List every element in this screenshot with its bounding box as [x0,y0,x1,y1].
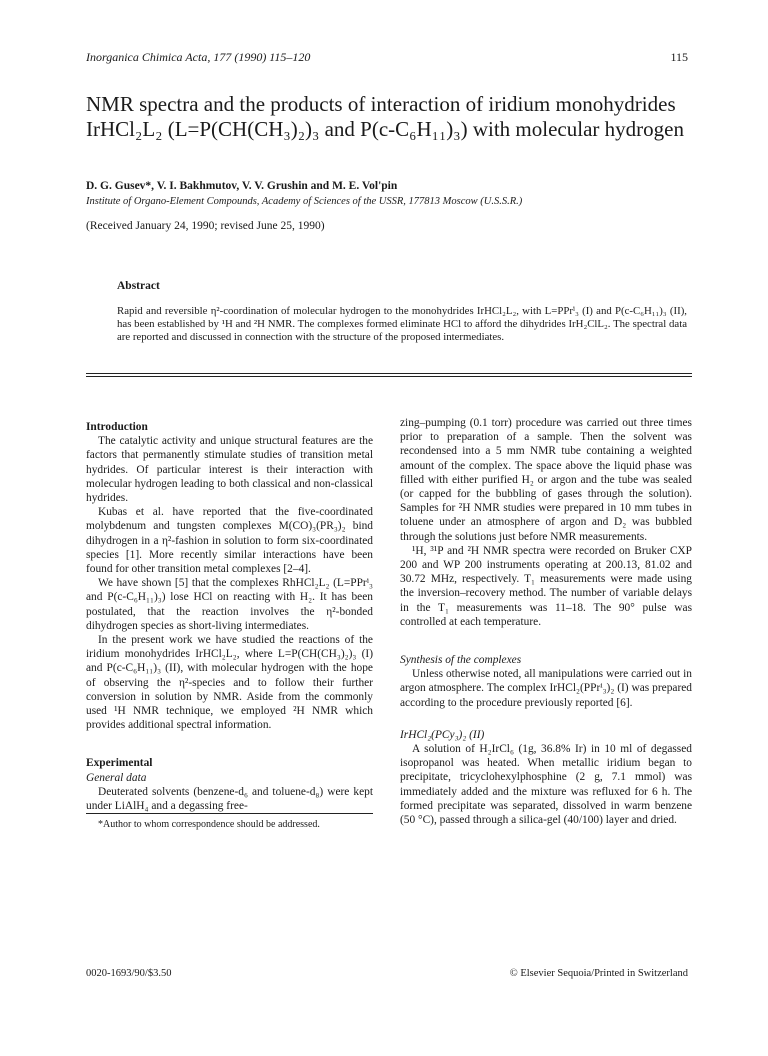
right-column [400,416,692,827]
general-data-text: Deuterated solvents (benzene-d₆ and toluene-d₈) were kept under LiAlH₄ and a degassing free- [86,785,373,813]
abstract-text: Rapid and reversible η²-coordination of molecular hydrogen to the monohydrides IrHCl₂L₂, with L=PPrⁱ₃ (I) and P(c-C₆H₁₁)₃ (II), has been established by ¹H and ²H NMR. The complexes formed eliminate HCl to afford the dihydrides IrH₂ClL₂. The spectral data are reported and discussed in connection with the structure of the proposed intermediates. [117,305,687,344]
page-number: 115 [670,50,688,64]
intro-paragraph: Kubas et al. have reported that the five-coordinated molybdenum and tungsten complexes M(CO)₃(PR₃)₂ bind dihydrogen in a η²-fashion in solution to form six-coordinated species [1]. More recently similar interactions have been found for other transition metal complexes [2–4]. [86,506,373,576]
nmr-paragraph: ¹H, ³¹P and ²H NMR spectra were recorded on Bruker CXP 200 and WP 200 instruments operating at 200.13, 81.02 and 30.72 MHz, respectively. T₁ measurements were made using the inversion–recovery method. The number of variable delays in the T₁ measurements was 11–18. The 90° pulse was controlled at each temperature. [400,544,692,628]
author-list: D. G. Gusev*, V. I. Bakhmutov, V. V. Grushin and M. E. Vol'pin [86,180,398,192]
abstract-rule-top [86,373,692,374]
experimental-heading: Experimental [86,757,153,770]
intro-paragraph: We have shown [5] that the complexes RhHCl₂L₂ (L=PPrⁱ₃ and P(c-C₆H₁₁)₃) lose HCl on reacting with H₂. It has been postulated, that the reaction involves the η²-bonded dihydrogen species as short-living intermediates. [86,577,373,632]
abstract-heading: Abstract [117,280,160,292]
footer-publisher: © Elsevier Sequoia/Printed in Switzerland [509,968,688,979]
compound-ii-text: A solution of H₂IrCl₆ (1g, 36.8% Ir) in 10 ml of degassed isopropanol was heated. When metallic iridium began to precipitate, tricyclohexylphosphine (2 g, 7.1 mmol) was immediately added and the mixture was refluxed for 6 h. The formed precipitate was separated, dissolved in warm benzene (50 °C), passed through a silica-gel (40/100) layer and dried. [400,743,692,827]
intro-paragraph: The catalytic activity and unique structural features are the factors that permanently stimulate studies of transition metal hydrides. Of particular interest is their interaction with molecular hydrogen leading to both classical and non-classical hydrides. [86,435,373,505]
article-title: NMR spectra and the products of interaction of iridium monohydrides IrHCl₂L₂ (L=P(CH(CH₃)₂)₃ and P(c-C₆H₁₁)₃) with molecular hydrogen [86,92,684,141]
synthesis-heading: Synthesis of the complexes [400,654,522,667]
introduction-heading: Introduction [86,421,148,433]
intro-paragraph: In the present work we have studied the reactions of the iridium monohydrides IrHCl₂L₂, where L=P(CH(CH₃)₂)₃ (I) and P(c-C₆H₁₁)₃ (II), with molecular hydrogen with the hope of observing the η²-species and to follow their further conversion in solution by NMR. Aside from the commonly used ¹H NMR technique, we employed ²H NMR which provides additional spectral information. [86,634,373,732]
compound-ii-heading: IrHCl₂(PCy₃)₂ (II) [400,728,485,741]
abstract-rule-bottom [86,376,692,377]
received-date: (Received January 24, 1990; revised June 25, 1990) [86,220,325,232]
synthesis-text: Unless otherwise noted, all manipulations were carried out in argon atmosphere. The complex IrHCl₂(PPrⁱ₃)₂ (I) was prepared according to the procedure previously reported [6]. [400,668,692,709]
affiliation: Institute of Organo-Element Compounds, Academy of Sciences of the USSR, 177813 Moscow (U.S.S.R.) [86,196,523,207]
general-data-heading: General data [86,771,147,784]
footnote: *Author to whom correspondence should be addressed. [86,813,373,832]
footer-code: 0020-1693/90/$3.50 [86,968,172,979]
journal-citation: Inorganica Chimica Acta, 177 (1990) 115–120 [86,50,311,64]
left-column [86,420,373,832]
experimental-paragraph: zing–pumping (0.1 torr) procedure was carried out three times prior to preparation of a sample. Then the solvent was recondensed into a 5 mm NMR tube containing a weighted amount of the complex. The space above the liquid phase was filled with either purified H₂ or argon and the tube was sealed (or capped for the bubbling of gases through the solution). Samples for ²H NMR studies were prepared in 10 mm tubes in toluene under an atmosphere of argon and D₂ was bubbled through the solutions just before NMR measurements. [400,417,692,543]
